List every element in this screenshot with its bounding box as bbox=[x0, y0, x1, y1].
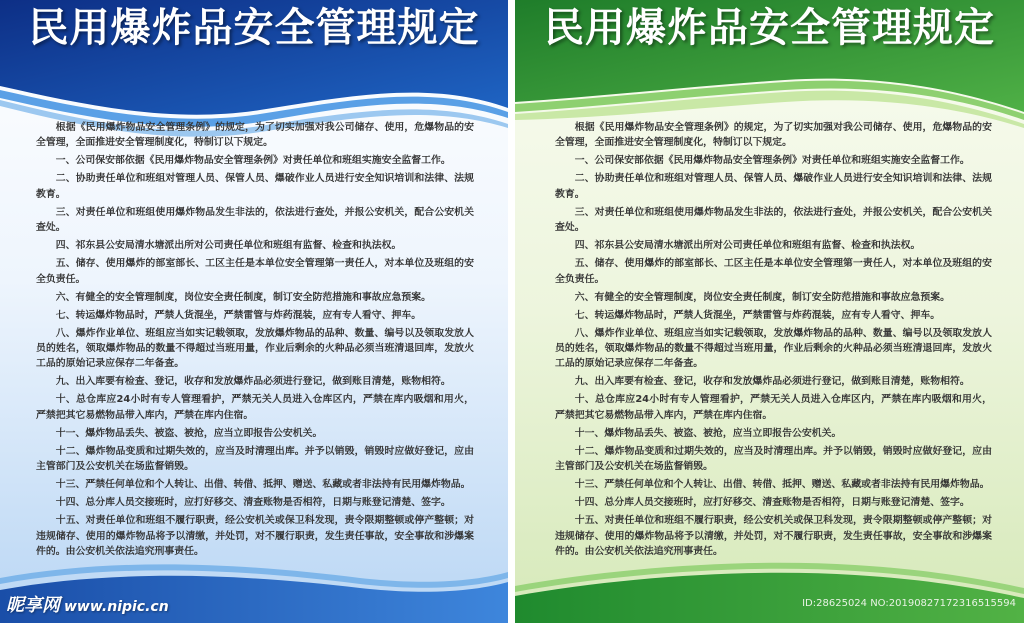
paragraph-8: 八、爆炸作业单位、班组应当如实记载领取，发放爆炸物品的品种、数量、编号以及领取发放人员的姓名，领取爆炸物品的数量不得超过当班用量，作业后剩余的火种品必须当班清退回库，发放火工品的原始记录应保存二年备查。 bbox=[36, 327, 474, 370]
paragraph-13: 十三、严禁任何单位和个人转让、出借、转借、抵押、赠送、私藏或者非法持有民用爆炸物品。 bbox=[574, 479, 990, 491]
paragraph-15: 十五、对责任单位和班组不履行职责，经公安机关或保卫科发现，责令限期整顿或停产整顿；对违规储存、使用的爆炸物品将予以清缴，并处罚，对不履行职责，发生责任事故，安全事故和涉爆案件的。由公安机关依法追究刑事责任。 bbox=[555, 515, 992, 558]
paragraph-1: 一、公司保安部依据《民用爆炸物品安全管理条例》对责任单位和班组实施安全监督工作。 bbox=[55, 155, 451, 167]
paragraph-14: 十四、总分库人员交接班时，应打好移交、清查账物是否相符，日期与账登记清楚、签字。 bbox=[55, 497, 451, 509]
paragraph-11: 十一、爆炸物品丢失、被盗、被抢，应当立即报告公安机关。 bbox=[55, 427, 323, 439]
poster-title: 民用爆炸品安全管理规定 bbox=[28, 5, 480, 51]
paragraph-5: 五、储存、使用爆炸的部室部长、工区主任是本单位安全管理第一责任人，对本单位及班组的安全负责任。 bbox=[36, 258, 474, 285]
paragraph-10: 十、总仓库应24小时有专人管理看护，严禁无关人员进入仓库区内，严禁在库内吸烟和用火，严禁把其它易燃物品带入库内，严禁在库内住宿。 bbox=[36, 394, 474, 421]
paragraph-4: 四、祁东县公安局清水塘派出所对公司责任单位和班组有监督、检查和执法权。 bbox=[574, 240, 921, 252]
poster-title: 民用爆炸品安全管理规定 bbox=[544, 5, 995, 51]
paragraph-12: 十二、爆炸物品变质和过期失效的，应当及时清理出库。并予以销毁，销毁时应做好登记，应由主管部门及公安机关在场监督销毁。 bbox=[36, 445, 474, 473]
paragraph-7: 七、转运爆炸物品时，严禁人货混坐，严禁雷管与炸药混装，应有专人看守、押车。 bbox=[574, 309, 941, 321]
paragraph-intro: 根据《民用爆炸物品安全管理条例》的规定，为了切实加强对我公司储存、使用，危爆物品的安全管理，全面推进安全管理制度化，特制订以下规定。 bbox=[36, 122, 474, 149]
paragraph-5: 五、储存、使用爆炸的部室部长、工区主任是本单位安全管理第一责任人，对本单位及班组的安全负责任。 bbox=[555, 258, 992, 285]
paragraph-15: 十五、对责任单位和班组不履行职责，经公安机关或保卫科发现，责令限期整顿或停产整顿；对违规储存、使用的爆炸物品将予以清缴，并处罚，对不履行职责，发生责任事故，安全事故和涉爆案件的。由公安机关依法追究刑事责任。 bbox=[36, 515, 474, 558]
poster-green bbox=[515, 0, 1024, 623]
paragraph-3: 三、对责任单位和班组使用爆炸物品发生非法的，依法进行查处，并报公安机关，配合公安机关查处。 bbox=[555, 206, 992, 234]
paragraph-14: 十四、总分库人员交接班时，应打好移交、清查账物是否相符，日期与账登记清楚、签字。 bbox=[574, 497, 970, 509]
paragraph-9: 九、出入库要有检查、登记，收存和发放爆炸品必须进行登记，做到账目清楚，账物相符。 bbox=[55, 376, 451, 388]
paragraph-2: 二、协助责任单位和班组对管理人员、保管人员、爆破作业人员进行安全知识培训和法律、法规教育。 bbox=[555, 173, 992, 200]
watermark-logo-text: 昵享网 bbox=[6, 595, 60, 616]
paragraph-7: 七、转运爆炸物品时，严禁人货混坐，严禁雷管与炸药混装，应有专人看守、押车。 bbox=[55, 309, 422, 321]
paragraph-8: 八、爆炸作业单位、班组应当如实记载领取，发放爆炸物品的品种、数量、编号以及领取发放人员的姓名，领取爆炸物品的数量不得超过当班用量，作业后剩余的火种品必须当班清退回库，发放火工品的原始记录应保存二年备查。 bbox=[555, 327, 992, 370]
watermark-logo bbox=[6, 591, 169, 617]
paragraph-10: 十、总仓库应24小时有专人管理看护，严禁无关人员进入仓库区内，严禁在库内吸烟和用火，严禁把其它易燃物品带入库内，严禁在库内住宿。 bbox=[555, 394, 992, 421]
paragraph-9: 九、出入库要有检查、登记，收存和发放爆炸品必须进行登记，做到账目清楚，账物相符。 bbox=[574, 376, 970, 388]
paragraph-11: 十一、爆炸物品丢失、被盗、被抢，应当立即报告公安机关。 bbox=[574, 427, 842, 439]
watermark-id: ID:28625024 NO:20190827172316515594 bbox=[802, 598, 1016, 609]
paragraph-6: 六、有健全的安全管理制度，岗位安全责任制度，制订安全防范措施和事故应急预案。 bbox=[574, 291, 951, 303]
paragraph-3: 三、对责任单位和班组使用爆炸物品发生非法的，依法进行查处，并报公安机关，配合公安机关查处。 bbox=[36, 206, 474, 234]
watermark-url: www.nipic.cn bbox=[64, 599, 169, 615]
paragraph-2: 二、协助责任单位和班组对管理人员、保管人员、爆破作业人员进行安全知识培训和法律、法规教育。 bbox=[36, 173, 474, 200]
regulation-text bbox=[36, 120, 474, 562]
regulation-text bbox=[555, 120, 992, 562]
paragraph-4: 四、祁东县公安局清水塘派出所对公司责任单位和班组有监督、检查和执法权。 bbox=[55, 240, 402, 252]
paragraph-intro: 根据《民用爆炸物品安全管理条例》的规定，为了切实加强对我公司储存、使用，危爆物品的安全管理，全面推进安全管理制度化，特制订以下规定。 bbox=[555, 122, 992, 149]
poster-blue bbox=[0, 0, 508, 623]
paragraph-1: 一、公司保安部依据《民用爆炸物品安全管理条例》对责任单位和班组实施安全监督工作。 bbox=[574, 155, 970, 167]
paragraph-12: 十二、爆炸物品变质和过期失效的，应当及时清理出库。并予以销毁，销毁时应做好登记，应由主管部门及公安机关在场监督销毁。 bbox=[555, 445, 992, 473]
paragraph-13: 十三、严禁任何单位和个人转让、出借、转借、抵押、赠送、私藏或者非法持有民用爆炸物品。 bbox=[55, 479, 471, 491]
paragraph-6: 六、有健全的安全管理制度，岗位安全责任制度，制订安全防范措施和事故应急预案。 bbox=[55, 291, 432, 303]
